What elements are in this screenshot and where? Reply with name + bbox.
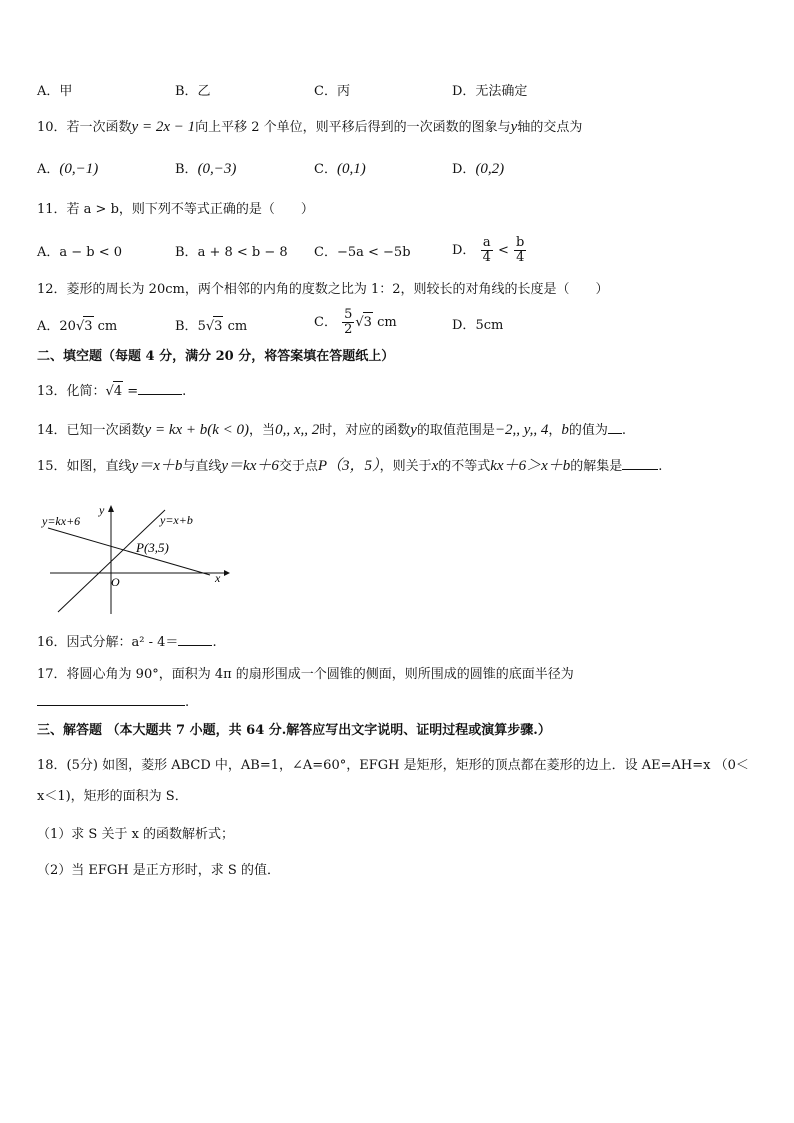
- x-axis-arrow: [224, 570, 230, 576]
- q11-option-c: C．−5a < −5b: [314, 245, 411, 260]
- q10-option-c: C．(0,1): [314, 161, 366, 177]
- fraction-a-over-4: $\frac{a}{4}$: [482, 235, 491, 265]
- line-kx-plus-6: [48, 528, 210, 575]
- q11-stem: 11．若 a > b，则下列不等式正确的是（ ）: [37, 202, 314, 217]
- q11-option-a: A．a − b < 0: [37, 245, 123, 260]
- q9-option-c: C．丙: [314, 84, 350, 99]
- q13: 13．化简：√4 = .: [37, 381, 186, 402]
- q17-blank-line: .: [37, 693, 189, 713]
- q16: 16．因式分解：a² - 4＝ .: [37, 635, 217, 650]
- answer-blank: [622, 457, 658, 470]
- q12-stem: 12．菱形的周长为 20cm，两个相邻的内角的度数之比为 1：2，则较长的对角线的长度是（ ）: [37, 282, 609, 297]
- q18-line-1: 18．(5分) 如图，菱形 ABCD 中，AB=1，∠A=60°，EFGH 是矩形，矩形的顶点都在菱形的边上．设 AE=AH=x （0＜: [37, 758, 749, 773]
- q9-option-d: D．无法确定: [452, 84, 528, 99]
- label-line-left: y=kx+6: [42, 514, 81, 528]
- q17: 17．将圆心角为 90°，面积为 4π 的扇形围成一个圆锥的侧面，则所围成的圆锥的底面半径为: [37, 667, 574, 682]
- q10-stem: 10．若一次函数y = 2x − 1向上平移 2 个单位，则平移后得到的一次函数的图象与y轴的交点为: [37, 119, 583, 135]
- q18-sub-2: （2）当 EFGH 是正方形时，求 S 的值．: [37, 863, 280, 878]
- label-line-right: y=x+b: [160, 513, 193, 527]
- q12-option-b: B．5√3 cm: [175, 316, 247, 337]
- q10-option-b: B．(0,−3): [175, 161, 237, 177]
- answer-blank: [138, 382, 182, 395]
- section-2-heading: 二、填空题（每题 4 分，满分 20 分，将答案填在答题纸上）: [37, 349, 395, 364]
- q18-line-2: x＜1)，矩形的面积为 S．: [37, 789, 188, 804]
- q11-option-d: D． $\frac{a}{4}$ < $\frac{b}{4}$: [452, 235, 525, 265]
- section-3-heading: 三、解答题 （本大题共 7 小题，共 64 分.解答应写出文字说明、证明过程或演算步骤.）: [37, 723, 551, 738]
- label-y-axis: y: [99, 503, 105, 517]
- q10-option-d: D．(0,2): [452, 161, 505, 177]
- label-origin: O: [111, 575, 120, 589]
- q11-option-b: B．a + 8 < b − 8: [175, 245, 288, 260]
- answer-blank: [178, 633, 212, 646]
- label-x-axis: x: [215, 571, 221, 585]
- q9-option-b: B．乙: [175, 84, 211, 99]
- fraction-b-over-4: $\frac{b}{4}$: [516, 235, 525, 265]
- q12-option-d: D．5cm: [452, 318, 504, 333]
- q12-option-c: C． $\frac{5}{2}$ √3 cm: [314, 307, 397, 337]
- q10-option-a: A．(0,−1): [37, 161, 99, 177]
- label-point-p: P(3,5): [136, 540, 169, 555]
- q18-sub-1: （1）求 S 关于 x 的函数解析式；: [37, 827, 235, 842]
- q12-option-a: A．20√3 cm: [37, 316, 117, 337]
- q15-graph: [38, 500, 238, 620]
- q9-option-a: A．甲: [37, 84, 73, 99]
- q14: 14．已知一次函数y = kx + b(k < 0)，当0,, x,, 2时，对应的函数y的取值范围是−2,, y,, 4，b的值为 .: [37, 422, 627, 438]
- answer-blank: [608, 421, 622, 434]
- answer-blank: [37, 693, 185, 706]
- q15: 15．如图，直线y＝x＋b与直线y＝kx＋6交于点P（3，5），则关于x的不等式kx＋6＞x＋b的解集是 .: [37, 458, 663, 474]
- y-axis-arrow: [108, 505, 114, 512]
